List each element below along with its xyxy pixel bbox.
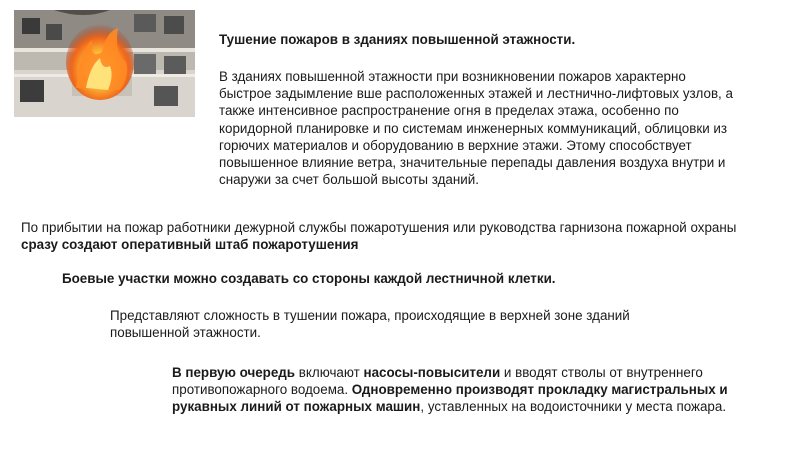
first-bold: В первую очередь xyxy=(172,365,296,380)
first-text-3: , уставленных на водоисточники у места пожара. xyxy=(420,399,727,415)
burning-building-photo xyxy=(14,10,195,117)
slide-title: Тушение пожаров в зданиях повышенной этажности. xyxy=(219,32,576,47)
first-actions-paragraph xyxy=(172,364,772,416)
first-text-1: включают xyxy=(295,365,364,380)
arrival-paragraph xyxy=(21,219,761,253)
pumps-bold: насосы-повысители xyxy=(363,365,501,380)
intro-paragraph: В зданиях повышенной этажности при возникновении пожаров характерно быстрое задымление вше расположенных этажей и лестнично-лифтовых узлов, а также интенсивное распространение огня в пределах этажа, особенно по коридорной планировке и по системам инженерных коммуникаций, облицовки из горючих материалов и оборудованию в верхние этажи. Этому способствует повышенное влияние ветра, значительные перепады давления воздуха внутри и снаружи за счет большой высоты зданий. xyxy=(219,69,733,188)
arrival-text: По прибытии на пожар работники дежурной службы пожаротушения или руководства гарнизона пожарной охраны xyxy=(21,220,737,235)
first-text-2: и вводят стволы от внутреннего противопожарного водоема. xyxy=(172,365,703,398)
simultaneous-bold: Одновременно производят прокладку магистральных и рукавных линий от пожарных машин xyxy=(172,382,728,415)
arrival-bold: сразу создают оперативный штаб пожаротушения xyxy=(21,237,359,253)
combat-sections-paragraph: Боевые участки можно создавать со стороны каждой лестничной клетки. xyxy=(62,271,556,286)
complexity-paragraph: Представляют сложность в тушении пожара, происходящие в верхней зоне зданий повышенной этажности. xyxy=(110,308,630,341)
